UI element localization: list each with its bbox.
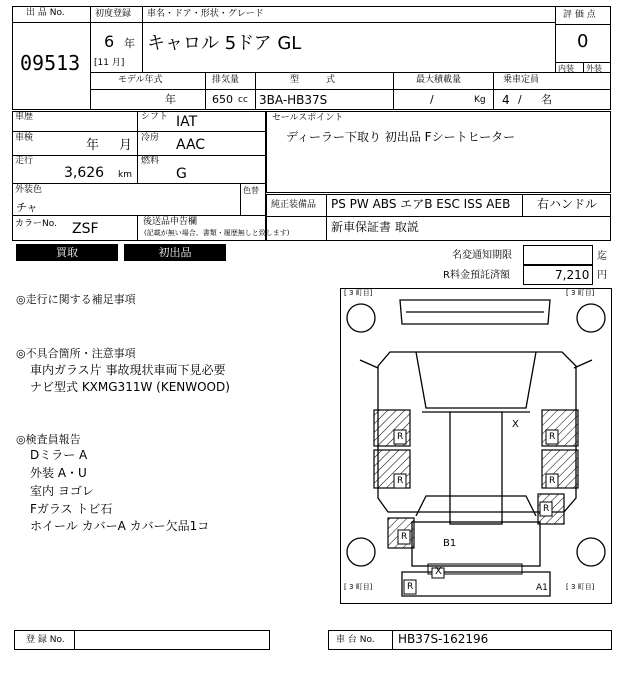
car-name-label: 車名・ドア・形状・グレード	[147, 9, 264, 19]
name-change-unit: 迄	[597, 251, 607, 262]
ac-value: AAC	[176, 137, 206, 153]
sales-point-text: ディーラー下取り 初出品 Fシートヒーター	[286, 130, 516, 144]
max-load-label: 最大積載量	[416, 75, 462, 85]
color-no-label: カラーNo.	[15, 219, 57, 229]
driving-remarks-title: ◎走行に関する補足事項	[16, 293, 136, 306]
mileage-value: 3,626	[64, 165, 105, 181]
type-label: 型 式	[290, 75, 336, 85]
shift-label: シフト	[141, 112, 169, 122]
diagram-r-1: R	[397, 432, 404, 442]
ext-color-label: 外装色	[15, 185, 43, 195]
chassis-no-label: 車 台 No.	[336, 635, 375, 645]
score-label: 評 価 点	[563, 10, 596, 20]
diagram-corner-bl: [ 3 町目]	[344, 583, 373, 591]
diagram-r-2: R	[397, 476, 404, 486]
interior-label: 内装	[558, 64, 574, 73]
ext-color-value: チャ	[16, 201, 38, 214]
exterior-label: 外装	[586, 64, 602, 73]
diagram-corner-br: [ 3 町目]	[566, 583, 595, 591]
first-reg-year-unit: 年	[124, 37, 135, 50]
displacement-unit: cc	[238, 95, 248, 105]
reg-no-label: 登 録 No.	[26, 635, 65, 645]
lot-no-label: 出 品 No.	[26, 8, 65, 18]
diagram-r-7: R	[407, 582, 414, 592]
diagram-mark-a1: A1	[536, 583, 548, 593]
inspector-title: ◎検査員報告	[16, 433, 81, 446]
aftermarket-label: 後送品申告欄	[143, 217, 198, 227]
steering-value: 右ハンドル	[537, 197, 598, 211]
first-reg-month: [11 月]	[94, 58, 125, 68]
inspector-line-5: ホイール カバーA カバー欠品1コ	[30, 519, 210, 533]
defects-line-1: 車内ガラス片 事故現状車両下見必要	[30, 363, 226, 377]
inspection-label: 車検	[15, 133, 34, 143]
history-label: 車歴	[15, 112, 34, 122]
diagram-r-3: R	[549, 432, 556, 442]
name-change-label: 名変通知期限	[452, 250, 512, 261]
buy-tag: 買取	[16, 244, 118, 261]
capacity-value: 4	[502, 93, 510, 107]
aftermarket-note: (記載が無い場合、書類・履歴無しと致します)	[144, 229, 290, 237]
equipment-list: PS PW ABS エアB ESC ISS AEB	[331, 197, 511, 211]
model-year-label: モデル年式	[118, 75, 163, 85]
model-type: 3BA-HB37S	[259, 93, 328, 107]
inspector-line-2: 外装 A・U	[30, 466, 87, 480]
diagram-r-5: R	[401, 532, 408, 542]
recycle-amount: 7,210	[555, 268, 590, 282]
model-year-unit: 年	[165, 93, 176, 106]
inspector-line-1: Dミラー A	[30, 448, 88, 462]
displacement-value: 650	[212, 93, 233, 106]
warranty-text: 新車保証書 取説	[331, 220, 419, 234]
shift-value: IAT	[176, 114, 198, 130]
inspection-month-unit: 月	[119, 138, 133, 153]
sales-point-label: セールスポイント	[272, 113, 344, 123]
diagram-mark-b1: B1	[443, 538, 457, 549]
max-load-sep: /	[430, 93, 434, 106]
fuel-label: 燃料	[141, 156, 160, 166]
chassis-no-value: HB37S-162196	[398, 632, 489, 646]
diagram-mark-x-bottom: X	[435, 566, 442, 577]
car-damage-diagram	[340, 288, 612, 604]
diagram-corner-tr: [ 3 町目]	[566, 289, 595, 297]
car-name: キャロル 5ドア GL	[147, 33, 302, 54]
diagram-r-4: R	[549, 476, 556, 486]
max-load-unit: Kg	[474, 95, 486, 105]
recycle-label: R料金預託済額	[443, 270, 510, 281]
fuel-value: G	[176, 166, 187, 182]
diagram-r-6: R	[543, 504, 550, 514]
equipment-label: 純正装備品	[271, 200, 317, 210]
capacity-label: 乗車定員	[503, 75, 540, 85]
first-reg-label: 初度登録	[95, 9, 132, 19]
inspector-line-3: 室内 ヨゴレ	[30, 484, 94, 498]
capacity-unit: 名	[541, 93, 552, 106]
name-change-box	[523, 245, 593, 265]
mileage-label: 走行	[15, 156, 34, 166]
color-no-value: ZSF	[72, 221, 99, 237]
diagram-corner-tl: [ 3 町目]	[344, 289, 373, 297]
inspector-line-4: Fガラス トビ石	[30, 502, 113, 516]
inspection-year-unit: 年	[86, 138, 100, 153]
ac-label: 冷房	[141, 133, 160, 143]
recycle-unit: 円	[597, 270, 607, 281]
mileage-unit: km	[118, 170, 132, 180]
first-listing-tag: 初出品	[124, 244, 226, 261]
capacity-sep: /	[518, 93, 522, 106]
first-reg-year: 6	[104, 32, 115, 51]
defects-title: ◎不具合箇所・注意事項	[16, 347, 136, 360]
defects-line-2: ナビ型式 KXMG311W (KENWOOD)	[30, 380, 230, 394]
score: 0	[577, 31, 589, 52]
color-change-label: 色替	[243, 186, 259, 195]
lot-no: 09513	[20, 51, 81, 75]
displacement-label: 排気量	[212, 75, 240, 85]
diagram-mark-x-top: X	[512, 419, 519, 430]
